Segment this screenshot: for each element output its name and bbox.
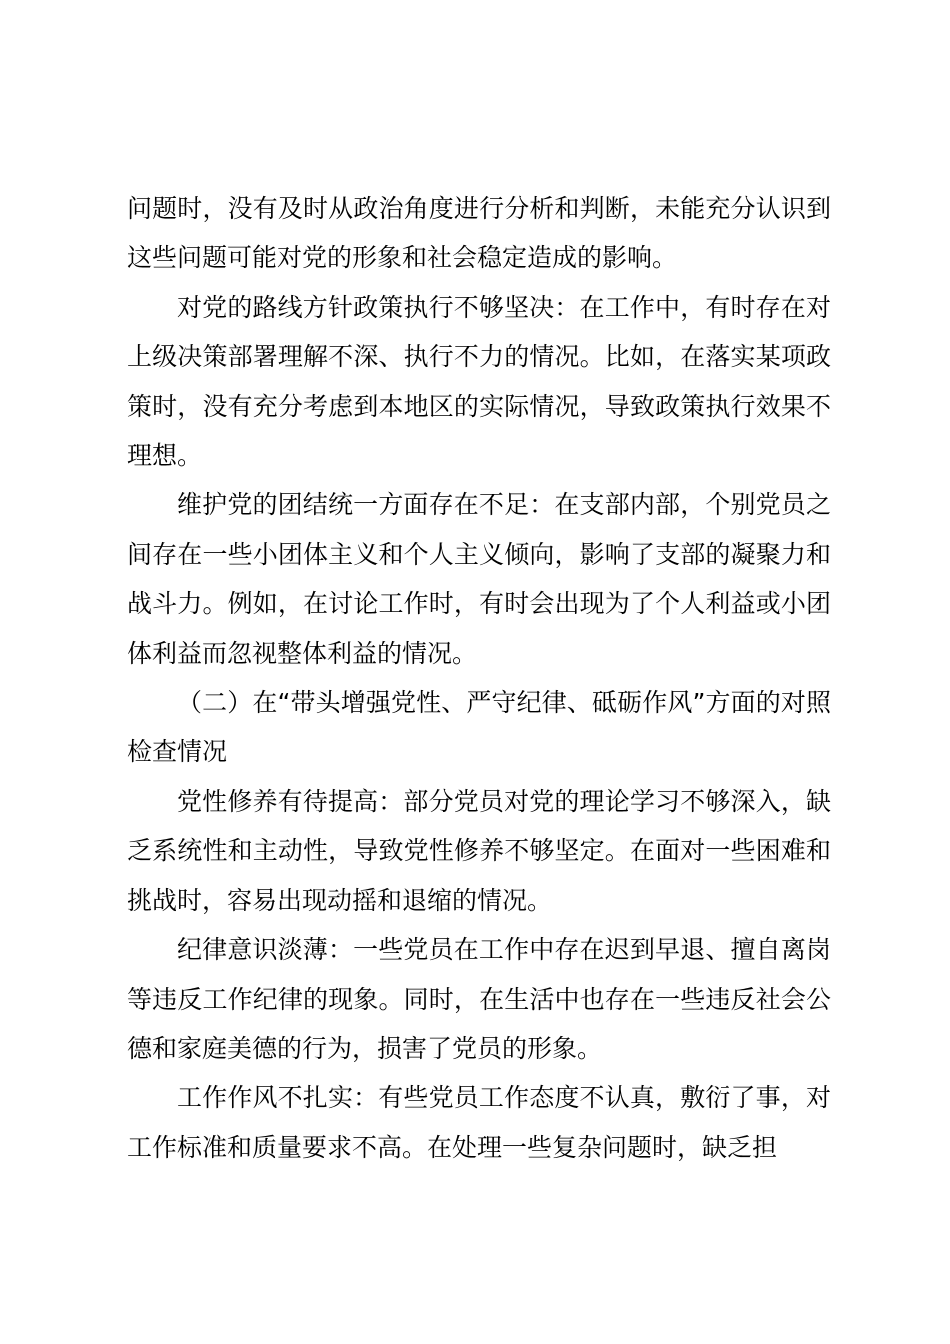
paragraph-work-style: 工作作风不扎实：有些党员工作态度不认真，敷衍了事，对工作标准和质量要求不高。在处理一些复杂问题时，缺乏担 bbox=[127, 1083, 831, 1162]
paragraph-party-unity: 维护党的团结统一方面存在不足：在支部内部，个别党员之间存在一些小团体主义和个人主义倾向，影响了支部的凝聚力和战斗力。例如，在讨论工作时，有时会出现为了个人利益或小团体利益而忽视整体利益的情况。 bbox=[127, 490, 831, 668]
paragraph-continuation: 问题时，没有及时从政治角度进行分析和判断，未能充分认识到这些问题可能对党的形象和社会稳定造成的影响。 bbox=[127, 194, 831, 273]
paragraph-policy-execution: 对党的路线方针政策执行不够坚决：在工作中，有时存在对上级决策部署理解不深、执行不力的情况。比如，在落实某项政策时，没有充分考虑到本地区的实际情况，导致政策执行效果不理想。 bbox=[127, 292, 831, 471]
paragraph-party-spirit: 党性修养有待提高：部分党员对党的理论学习不够深入，缺乏系统性和主动性，导致党性修养不够坚定。在面对一些困难和挑战时，容易出现动摇和退缩的情况。 bbox=[127, 786, 831, 915]
section-heading-2: （二）在“带头增强党性、严守纪律、砥砺作风”方面的对照检查情况 bbox=[127, 688, 831, 767]
document-body bbox=[127, 184, 831, 1172]
paragraph-discipline: 纪律意识淡薄：一些党员在工作中存在迟到早退、擅自离岗等违反工作纪律的现象。同时，在生活中也存在一些违反社会公德和家庭美德的行为，损害了党员的形象。 bbox=[127, 935, 831, 1063]
